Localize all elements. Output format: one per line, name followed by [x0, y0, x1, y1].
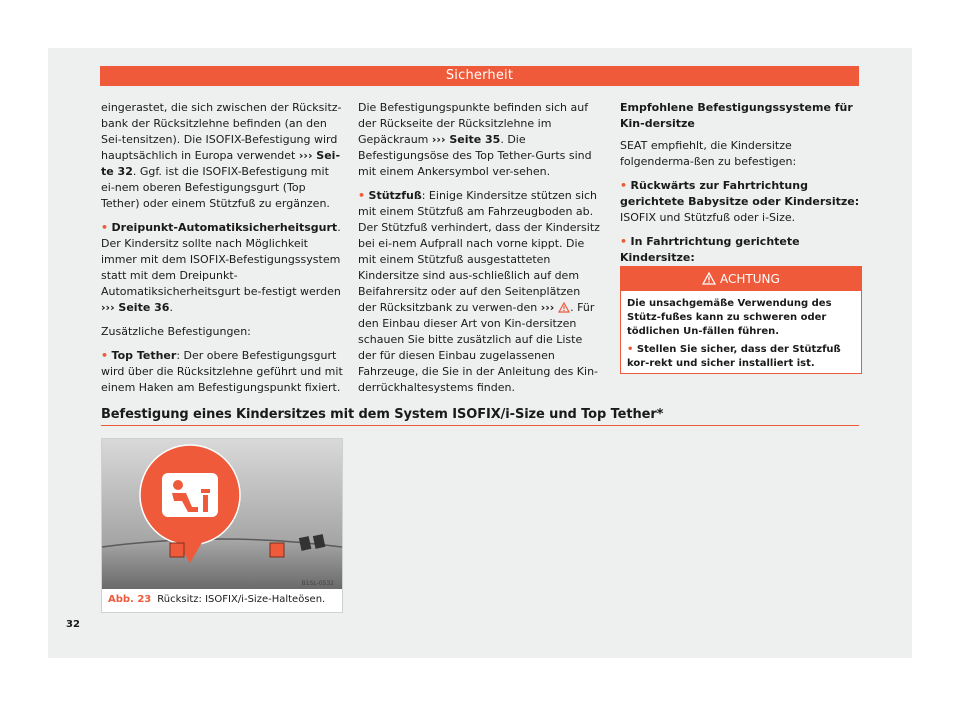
caption-text: Rücksitz: ISOFIX/i-Size-Halteösen. — [157, 594, 326, 605]
link-arrows: ››› — [540, 301, 555, 314]
bullet-item — [101, 220, 343, 316]
section-title: Befestigung eines Kindersitzes mit dem System ISOFIX/i-Size und Top Tether* — [101, 407, 664, 422]
paragraph: SEAT empfiehlt, die Kindersitze folgenderma-ßen zu befestigen: — [620, 139, 797, 168]
warning-link[interactable] — [541, 301, 570, 314]
warning-text: Die unsachgemäße Verwendung des Stütz-fußes kann zu schweren oder tödlichen Un-fällen führen. — [627, 298, 832, 337]
bullet-title: Top Tether — [111, 349, 177, 362]
bullet-icon: • — [101, 349, 109, 362]
text: eingerastet, die sich zwischen der Rücksitz-bank der Rücksitzlehne befinden (an den Sei-tensitzen). Die ISOFIX-Befestigung wird hauptsächlich in Europa verwendet — [101, 101, 342, 162]
bullet-icon: • — [620, 235, 628, 248]
column-1 — [101, 100, 343, 404]
warning-triangle-icon — [702, 272, 716, 285]
text: ISOFIX und Stützfuß oder i-Size. — [620, 211, 796, 224]
paragraph — [101, 100, 343, 212]
text: Stellen Sie sicher, dass der Stützfuß kor-rekt und sicher installiert ist. — [627, 344, 841, 369]
text: . Ggf. ist die ISOFIX-Befestigung mit ei-nem oberen Befestigungsgurt (Top Tether) oder einem Stützfuß zu ergänzen. — [101, 165, 330, 210]
bullet-icon: • — [627, 344, 634, 355]
page-link[interactable]: ››› Seite 35 — [431, 133, 501, 146]
column-2 — [358, 100, 601, 404]
bullet-title: In Fahrtrichtung gerichtete Kindersitze: — [620, 235, 800, 264]
text: . Für den Einbau dieser Art von Kin-dersitzen schauen Sie bitte zusätzlich auf die Liste der für diesen Einbau zugelassenen Fahrzeuge, die Sie in der Anleitung des Kin-derrückhaltesystems finden. — [358, 301, 599, 394]
section-divider — [101, 425, 859, 426]
warning-title: ACHTUNG — [720, 272, 780, 286]
text: : Einige Kindersitze stützen sich mit einem Stützfuß am Fahrzeugboden ab. Der Stützfuß verhindert, dass der Kindersitz bei ei-nem Aufprall nach vorne kippt. Die mit einem Stützfuß ausgestatteten Kindersitze sind aus-schließlich auf dem Beifahrersitz oder auf den Seitenplätzen der Rücksitzbank zu verwen-den — [358, 189, 600, 314]
isofix-anchor-left — [170, 543, 184, 557]
text: . Die Befestigungsöse des Top Tether-Gurts sind mit einem Ankersymbol ver-sehen. — [358, 133, 592, 178]
bullet-icon: • — [101, 221, 109, 234]
paragraph — [358, 100, 601, 180]
warning-triangle-icon — [558, 302, 570, 313]
warning-body — [621, 291, 861, 371]
bullet-title: Dreipunkt-Automatiksicherheitsgurt — [111, 221, 338, 234]
column-3 — [620, 100, 860, 290]
bullet-icon: • — [620, 179, 628, 192]
rear-seat-isofix-illustration — [102, 439, 342, 589]
bullet-title: Rückwärts zur Fahrtrichtung gerichtete Babysitze oder Kindersitze: — [620, 179, 860, 208]
page-number: 32 — [66, 619, 80, 630]
bullet-item — [358, 188, 601, 396]
paragraph: Zusätzliche Befestigungen: — [101, 325, 251, 338]
bullet-item — [620, 178, 860, 226]
figure — [101, 438, 343, 613]
isofix-anchor-right — [270, 543, 284, 557]
text: : Der obere Befestigungsgurt wird über die Rücksitzlehne geführt und mit einem Haken am Befestigungspunkt fixiert. — [101, 349, 343, 394]
warning-header — [621, 267, 861, 291]
subheading: Empfohlene Befestigungssysteme für Kin-dersitze — [620, 101, 853, 130]
bullet-icon: • — [358, 189, 366, 202]
figure-caption — [102, 589, 342, 611]
figure-label: Abb. 23 — [108, 594, 152, 605]
header-title: Sicherheit — [445, 68, 514, 83]
text: Die Befestigungspunkte befinden sich auf der Rückseite der Rücksitzlehne im Gepäckraum — [358, 101, 589, 146]
page-link[interactable]: ››› Seite 36 — [101, 301, 170, 314]
figure-code: B1SL-0532 — [301, 580, 334, 587]
section-header — [100, 66, 859, 86]
text: . — [169, 301, 173, 314]
page-link[interactable]: ››› Sei-te 32 — [101, 149, 341, 178]
bullet-item — [101, 348, 343, 396]
text: . Der Kindersitz sollte nach Möglichkeit immer mit dem ISOFIX-Befestigungssystem statt mit dem Dreipunkt-Automatiksicherheitsgurt be-festigt werden — [101, 221, 341, 298]
bullet-title: Stützfuß — [368, 189, 422, 202]
warning-bullet — [627, 343, 855, 371]
warning-box — [620, 266, 862, 374]
